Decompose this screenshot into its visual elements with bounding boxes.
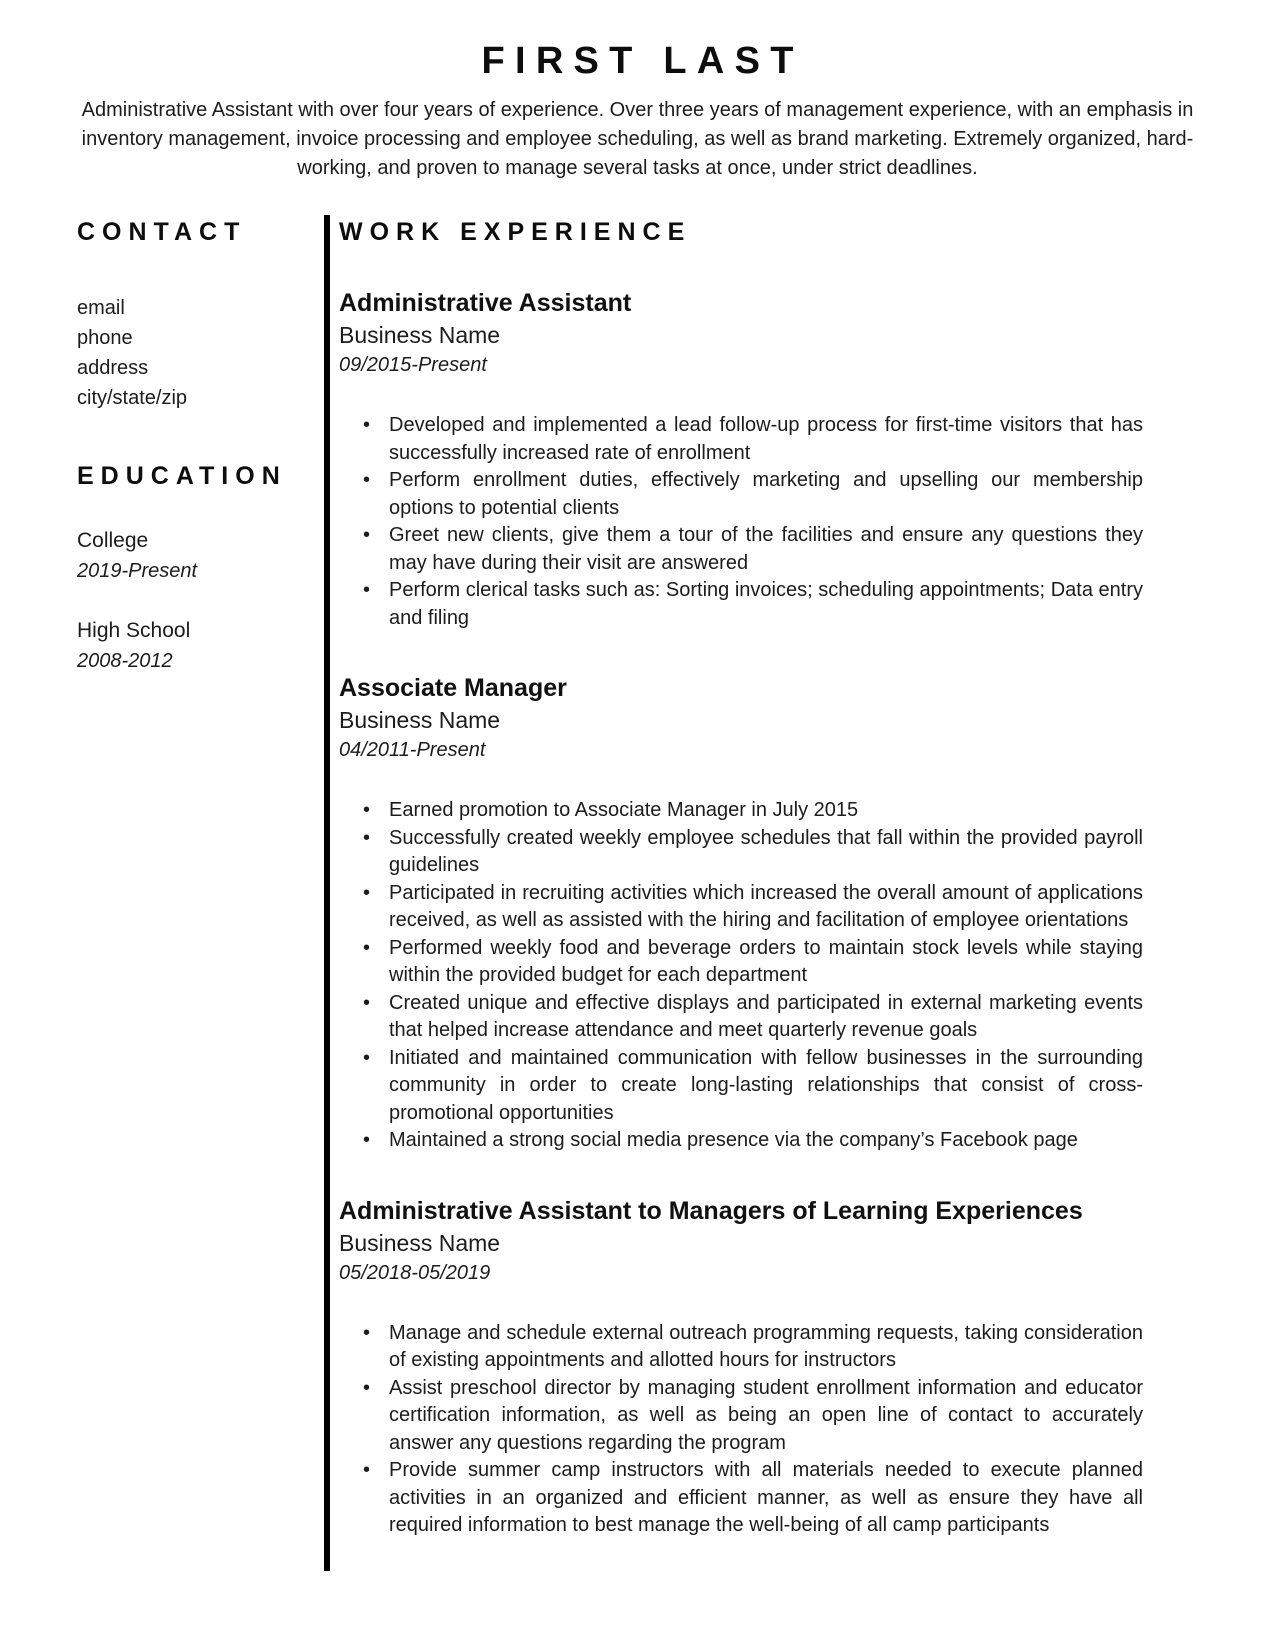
sidebar xyxy=(0,215,324,676)
resume-header xyxy=(0,40,1275,183)
job-bullet: • Successfully created weekly employee schedules that fall within the provided payroll guidelines xyxy=(339,825,1143,880)
education-dates: 2008-2012 xyxy=(77,650,173,672)
job-bullet-list xyxy=(339,412,1143,632)
job-entry-associate-manager xyxy=(339,672,1143,1155)
job-role: Administrative Assistant xyxy=(339,289,632,317)
job-dates: 04/2011-Present xyxy=(339,739,486,761)
job-entry-admin-assistant-learning-experiences xyxy=(339,1195,1143,1540)
education-school: College xyxy=(77,529,149,552)
job-bullet: • Assist preschool director by managing student enrollment information and educator certification information, as well as being an open line of contact to accurately answer any questions regarding the program xyxy=(339,1375,1143,1458)
job-dates: 05/2018-05/2019 xyxy=(339,1261,491,1284)
work-experience-heading: WORK EXPERIENCE xyxy=(339,218,692,246)
work-experience-section xyxy=(330,215,1143,1540)
job-role: Associate Manager xyxy=(339,674,567,702)
resume-body xyxy=(0,215,1275,1571)
education-heading: EDUCATION xyxy=(77,462,287,490)
job-bullet: • Initiated and maintained communication with fellow businesses in the surrounding community in order to create long-lasting relationships that consist of cross-promotional opportunities xyxy=(339,1045,1143,1128)
job-bullet: • Perform clerical tasks such as: Sorting invoices; scheduling appointments; Data entry and filing xyxy=(339,577,1143,632)
job-bullet: • Perform enrollment duties, effectively marketing and upselling our membership options to potential clients xyxy=(339,467,1143,522)
job-company: Business Name xyxy=(339,707,501,733)
contact-item-city-state-zip: city/state/zip xyxy=(77,387,188,409)
job-bullet: • Performed weekly food and beverage orders to maintain stock levels while staying within the provided budget for each department xyxy=(339,935,1143,990)
contact-list xyxy=(77,293,324,413)
job-bullet: • Manage and schedule external outreach programming requests, taking consideration of existing appointments and allotted hours for instructors xyxy=(339,1320,1143,1375)
job-bullet-list xyxy=(339,797,1143,1155)
contact-item-phone: phone xyxy=(77,327,133,349)
job-bullet: • Maintained a strong social media presence via the company’s Facebook page xyxy=(339,1127,1143,1155)
contact-heading: CONTACT xyxy=(77,218,247,246)
job-bullet: • Developed and implemented a lead follow-up process for first-time visitors that has successfully increased rate of enrollment xyxy=(339,412,1143,467)
summary-text: Administrative Assistant with over four years of experience. Over three years of management experience, with an emphasis in inventory management, invoice processing and employee scheduling, as well as brand marketing. Extremely organized, hard-working, and proven to manage several tasks at once, under strict deadlines. xyxy=(81,99,1194,179)
education-dates: 2019-Present xyxy=(77,560,198,582)
job-bullet: • Created unique and effective displays and participated in external marketing events that helped increase attendance and meet quarterly revenue goals xyxy=(339,990,1143,1045)
contact-item-email: email xyxy=(77,297,125,319)
job-company: Business Name xyxy=(339,1229,501,1256)
job-dates: 09/2015-Present xyxy=(339,354,487,376)
education-entry-college xyxy=(77,526,324,586)
job-bullet: • Greet new clients, give them a tour of the facilities and ensure any questions they may have during their visit are answered xyxy=(339,522,1143,577)
education-entry-high-school xyxy=(77,616,324,676)
contact-item-address: address xyxy=(77,357,149,379)
job-role: Administrative Assistant to Managers of Learning Experiences xyxy=(339,1196,1083,1225)
job-bullet: • Participated in recruiting activities which increased the overall amount of applications received, as well as assisted with the hiring and facilitation of employee orientations xyxy=(339,880,1143,935)
candidate-name: FIRST LAST xyxy=(481,40,804,82)
education-school: High School xyxy=(77,619,191,642)
job-entry-administrative-assistant xyxy=(339,287,1143,632)
job-bullet: • Provide summer camp instructors with all materials needed to execute planned activities in an organized and efficient manner, as well as ensure they have all required information to best manage the well-being of all camp participants xyxy=(339,1457,1143,1540)
job-bullet: • Earned promotion to Associate Manager in July 2015 xyxy=(339,797,1143,825)
job-bullet-list xyxy=(339,1320,1143,1540)
job-company: Business Name xyxy=(339,322,501,348)
